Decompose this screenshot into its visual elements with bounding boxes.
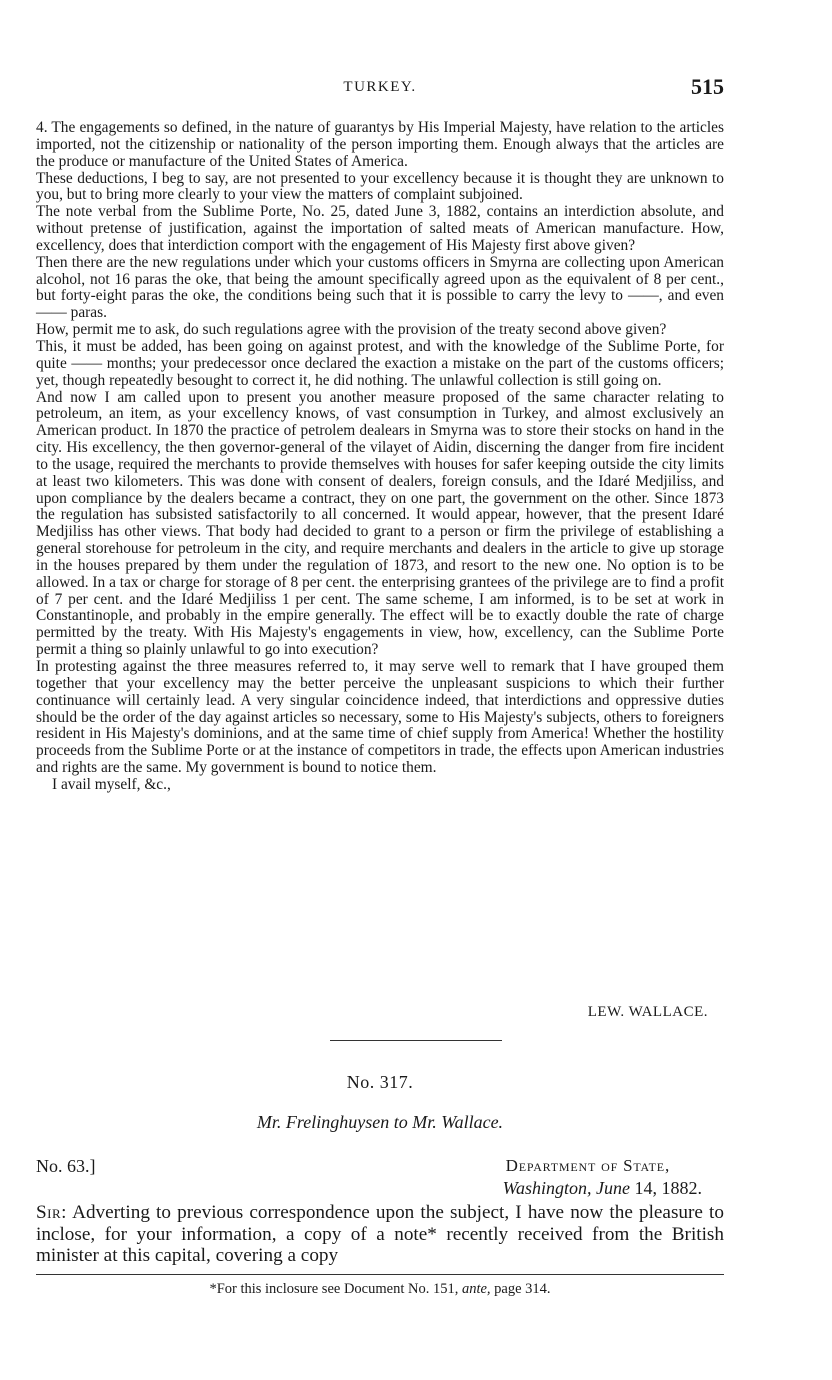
running-head [36, 74, 724, 104]
letter-text: Adverting to previous correspondence upon the subject, I have now the pleasure to inclose, for your information, a copy of a note* recently received from the British minister at this capital, covering a copy [36, 1202, 724, 1266]
body-text [36, 120, 724, 794]
footnote-page: page 314. [494, 1281, 551, 1297]
place-date-line [503, 1178, 702, 1199]
paragraph: These deductions, I beg to say, are not presented to your excellency because it is thought they are unknown to you, but to bring more clearly to your view the matters of complaint subjoined. [36, 169, 724, 204]
document-heading: Mr. Frelinghuysen to Mr. Wallace. [256, 1112, 504, 1132]
paragraph: This, it must be added, has been going on against protest, and with the knowledge of the Sublime Porte, for quite —— months; your predecessor once declared the exaction a mistake on the part of the customs officers; yet, though repeatedly besought to correct it, he did nothing. The unlawful collection is still going on. [36, 337, 724, 389]
running-title: TURKEY. [343, 79, 417, 95]
document-number: No. 317. [346, 1072, 414, 1092]
letter-body [36, 1202, 724, 1267]
section-divider [330, 1040, 502, 1041]
department-line: Department of State, [505, 1156, 670, 1175]
date-month: June [596, 1178, 630, 1198]
footnote-text: *For this inclosure see Document No. 151, [209, 1281, 459, 1297]
footnote-rule [36, 1274, 724, 1275]
footnote-italic: ante, [461, 1281, 491, 1297]
paragraph: Then there are the new regulations under which your customs officers in Smyrna are collecting upon American alcohol, not 16 paras the oke, that being the amount specifically agreed upon as the equivalent of 8 per cent., but forty-eight paras the oke, the conditions being such that it is possible to carry the levy to ——, and even —— paras. [36, 253, 724, 322]
paragraph: How, permit me to ask, do such regulations agree with the provision of the treaty second above given? [36, 321, 667, 339]
closing-line: I avail myself, &c., [52, 775, 171, 793]
page-number: 515 [691, 74, 724, 99]
paragraph: The note verbal from the Sublime Porte, No. 25, dated June 3, 1882, contains an interdiction absolute, and without pretense of justification, against the importation of salted meats of American manufacture. How, excellency, does that interdiction comport with the engagement of His Majesty first above given? [36, 203, 724, 254]
dispatch-number: No. 63.] [36, 1156, 96, 1176]
salutation: Sir: [36, 1202, 68, 1223]
paragraph: And now I am called upon to present you another measure proposed of the same character relating to petroleum, an item, as your excellency knows, of vast consumption in Turkey, and almost exclusively an American product. In 1870 the practice of petrolem dealears in Smyrna was to store their stocks on hand in the city. His excellency, the then governor-general of the vilayet of Aidin, discerning the danger from fire incident to the usage, required the merchants to provide themselves with houses for safer keeping outside the city limits at least two kilometers. This was done with consent of dealers, foreign consuls, and the Idaré Medjiliss, and upon compliance by the dealers became a contract, they on one part, the government on the other. Since 1873 the regulation has subsisted satisfactorily to all concerned. It would appear, however, that the present Idaré Medjiliss has other views. That body had decided to grant to a person or firm the privilege of establishing a general storehouse for petroleum in the city, and require merchants and dealers in the article to give up storage in the houses prepared by them under the regulation of 1873, and resort to the new one. No option is to be allowed. In a tax or charge for storage of 8 per cent. the enterprising grantees of the privilege are to find a profit of 7 per cent. and the Idaré Medjiliss 1 per cent. The same scheme, I am informed, is to be set at work in Constantinople, and probably in the empire generally. The effect will be to exactly double the rate of charge permitted by the treaty. With His Majesty's engagements in view, how, excellency, can the Sublime Porte permit a thing so plainly unlawful to go into execution? [36, 388, 724, 659]
place: Washington, [502, 1178, 592, 1198]
signature: LEW. WALLACE. [587, 1004, 708, 1020]
paragraph: 4. The engagements so defined, in the nature of guarantys by His Imperial Majesty, have relation to the articles imported, not the citizenship or nationality of the person importing them. Enough always that the articles are the produce or manufacture of the United States of America. [36, 119, 724, 170]
date-rest: 14, 1882. [634, 1178, 702, 1198]
paragraph: In protesting against the three measures referred to, it may serve well to remark that I have grouped them together that your excellency may the better perceive the unpleasant suspicions to which their further continuance will certainly lead. A very singular coincidence indeed, that interdictions and oppressive duties should be the order of the day against articles so necessary, some to His Majesty's subjects, others to foreigners resident in His Majesty's dominions, and at the same time of chief supply from America! Whether the hostility proceeds from the Sublime Porte or at the instance of competitors in trade, the effects upon American industries and rights are the same. My government is bound to notice them. [36, 658, 724, 777]
footnote [0, 1281, 760, 1298]
